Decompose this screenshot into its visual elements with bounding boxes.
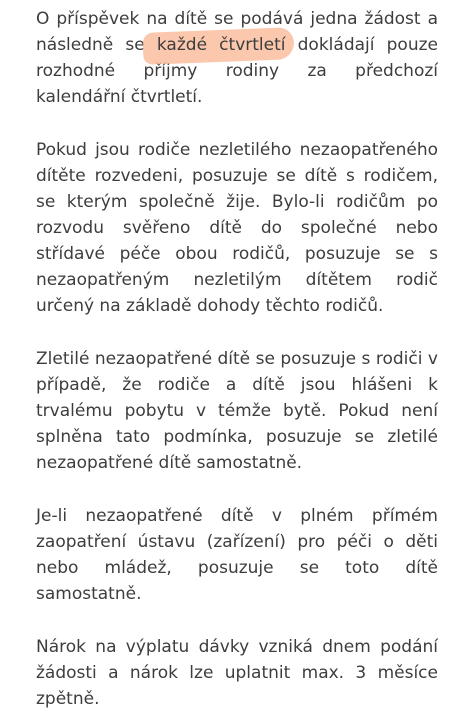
paragraph-text-before: O příspěvek na dítě se podává jedna žádost a následně se xyxy=(36,9,438,56)
paragraph-claim-start: Nárok na výplatu dávky vzniká dnem podání žádosti a nárok lze uplatnit max. 3 měsíce zpětně. xyxy=(36,636,438,710)
paragraph-divorced-parents: Pokud jsou rodiče nezletilého nezaopatřeného dítěte rozvedeni, posuzuje se dítě s rodičem, se kterým společně žije. Bylo-li rodičům po rozvodu svěřeno dítě do společné nebo střídavé péče obou rodičů, posuzuje se s nezaopatřeným nezletilým dítětem rodič určený na základě dohody těchto rodičů. xyxy=(36,139,438,317)
paragraph-institutional-care: Je-li nezaopatřené dítě v plném přímém zaopatření ústavu (zařízení) pro péči o děti nebo mládež, posuzuje se toto dítě samostatně. xyxy=(36,506,438,605)
paragraph-text-after: dokládají pouze rozhodné příjmy rodiny za předchozí kalendářní čtvrtletí. xyxy=(36,35,438,108)
paragraph-application-info xyxy=(36,6,438,110)
paragraph-adult-child: Zletilé nezaopatřené dítě se posuzuje s rodiči v případě, že rodiče a dítě jsou hlášeni k trvalému pobytu v témže bytě. Pokud není splněna tato podmínka, posuzuje se zletilé nezaopatřené dítě samostatně. xyxy=(36,349,438,474)
highlighted-phrase: každé čtvrtletí xyxy=(156,35,286,56)
